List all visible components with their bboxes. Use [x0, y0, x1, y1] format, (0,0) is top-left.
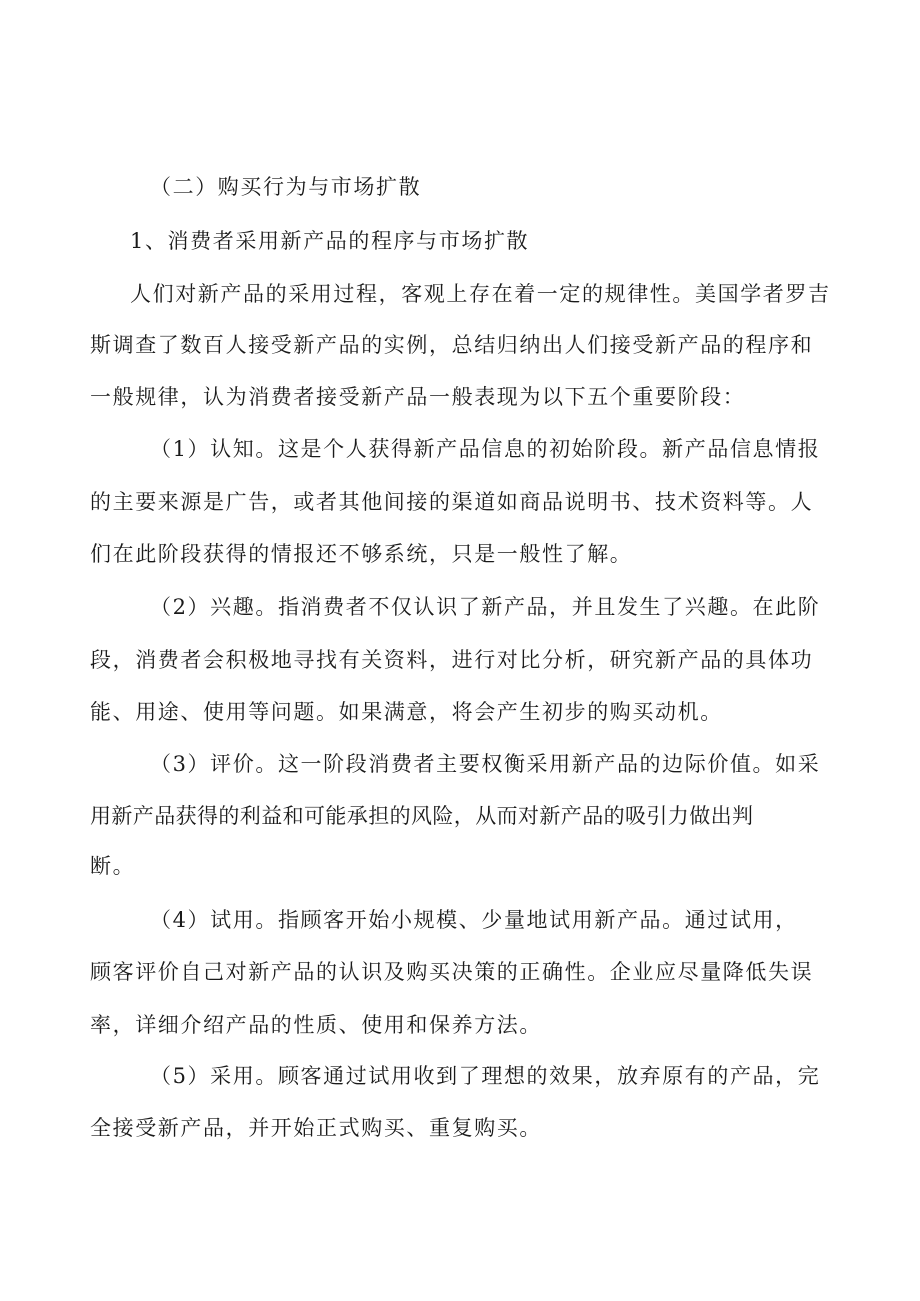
subsection-heading: 1、消费者采用新产品的程序与市场扩散	[130, 229, 530, 253]
paragraph-line: 们在此阶段获得的情报还不够系统，只是一般性了解。	[90, 542, 633, 566]
paragraph-line: （3）评价。这一阶段消费者主要权衡采用新产品的边际价值。如采	[150, 752, 821, 776]
paragraph-line: 能、用途、使用等问题。如果满意，将会产生初步的购买动机。	[90, 700, 723, 724]
paragraph-line: 断。	[90, 854, 136, 878]
paragraph-line: 全接受新产品，并开始正式购买、重复购买。	[90, 1116, 542, 1140]
paragraph-line: 人们对新产品的采用过程，客观上存在着一定的规律性。美国学者罗吉	[130, 282, 831, 306]
paragraph-line: （4）试用。指顾客开始小规模、少量地试用新产品。通过试用，	[150, 908, 798, 932]
paragraph-line: （2）兴趣。指消费者不仅认识了新产品，并且发生了兴趣。在此阶	[150, 595, 821, 619]
paragraph-line: 段，消费者会积极地寻找有关资料，进行对比分析，研究新产品的具体功	[90, 648, 814, 672]
paragraph-line: 的主要来源是广告，或者其他间接的渠道如商品说明书、技术资料等。人	[90, 490, 814, 514]
paragraph-line: 用新产品获得的利益和可能承担的风险，从而对新产品的吸引力做出判	[90, 804, 754, 828]
paragraph-line: 斯调查了数百人接受新产品的实例，总结归纳出人们接受新产品的程序和	[90, 333, 814, 357]
paragraph-line: （5）采用。顾客通过试用收到了理想的效果，放弃原有的产品，完	[150, 1064, 821, 1088]
section-heading: （二）购买行为与市场扩散	[150, 175, 422, 199]
paragraph-line: 一般规律，认为消费者接受新产品一般表现为以下五个重要阶段：	[90, 385, 746, 409]
paragraph-line: 率，详细介绍产品的性质、使用和保养方法。	[90, 1013, 542, 1037]
paragraph-line: 顾客评价自己对新产品的认识及购买决策的正确性。企业应尽量降低失误	[90, 960, 814, 984]
paragraph-line: （1）认知。这是个人获得新产品信息的初始阶段。新产品信息情报	[150, 437, 821, 461]
